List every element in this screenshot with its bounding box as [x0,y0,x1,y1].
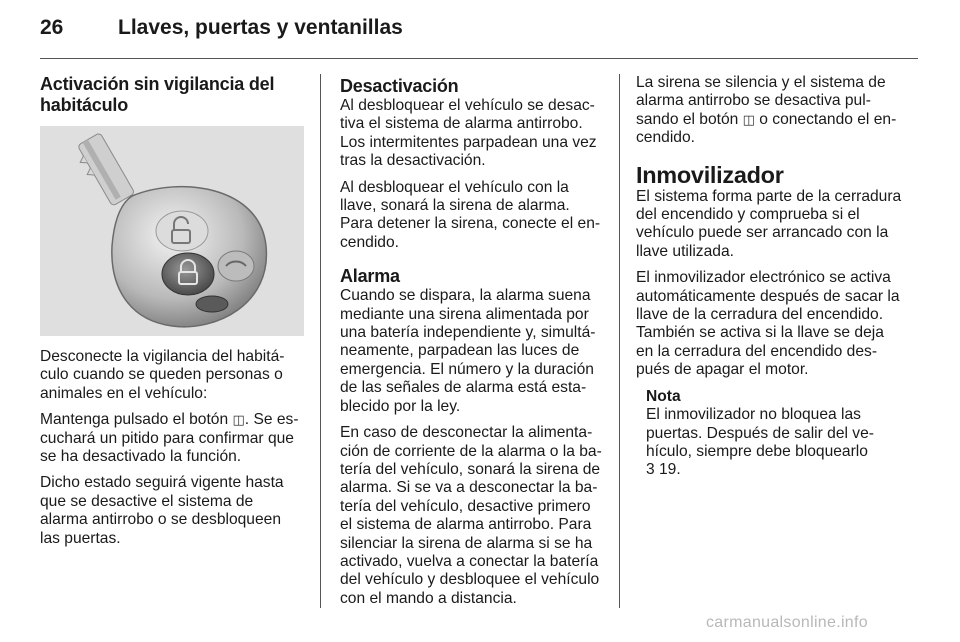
paragraph-sirena [636,74,904,148]
paragraph-dicho-estado: Dicho estado seguirá vigente hasta que se desactive el sistema de alarma antirrobo o se desbloqueen las puertas. [40,474,284,547]
column-divider-2 [619,74,620,608]
note-text: El inmovilizador no bloquea las puertas. Después de salir del vehículo, siempre debe bloquearlo [646,406,874,460]
remote-key-illustration [40,126,304,336]
note-title: Nota [646,387,681,405]
column-3 [636,74,904,480]
note-page-reference: 3 19. [646,461,681,479]
paragraph-alarma-1: Cuando se dispara, la alarma suena mediante una sirena alimentada por una batería independiente y, simultáneamente, parpadean las luces de emergencia. El número y la duración de las señales de alarma está establecido por la ley. [340,287,596,415]
column-2 [340,76,604,616]
paragraph-desactivacion-2: Al desbloquear el vehículo con la llave, sonará la sirena de alarma. Para detener la sirena, conecte el encendido. [340,178,601,251]
paragraph-desactivacion-1: Al desbloquear el vehículo se desactiva el sistema de alarma antirrobo. Los intermitentes parpadean una vez tras la desactivación. [340,97,597,170]
column-1 [40,74,304,556]
paragraph-alarma-2: En caso de desconectar la alimentación de corriente de la alarma o la batería del vehículo, sonará la sirena de alarma. Si se va a desconectar la batería del vehículo, desactive primero el sistema de alarma antirrobo. Para silenciar la sirena de alarma si se ha activado, vuelva a conectar la batería del vehículo y desbloquee el vehículo con el mando a distancia. [340,424,602,607]
watermark: carmanualsonline.info [706,614,868,631]
chapter-title: Llaves, puertas y ventanillas [118,16,403,39]
section-heading-alarma: Alarma [340,266,400,287]
note-box [646,388,904,480]
paragraph-inmovilizador-1: El sistema forma parte de la cerradura del encendido y comprueba si el vehículo puede ser arrancado con la llave utilizada. [636,187,902,260]
text-fragment: La sirena se silencia y el sistema de alarma antirrobo se desactiva pulsando el botón [636,74,886,128]
text-fragment: . Se escuchará un pitido para confirmar que se ha desactivado la función. [40,411,299,466]
paragraph-mantenga [40,411,304,466]
page-number: 26 [40,16,64,39]
section-heading-inmovilizador: Inmovilizador [636,161,784,188]
text-fragment: Mantenga pulsado el botón [40,411,233,429]
section-heading-desactivacion: Desactivación [340,76,459,96]
paragraph-desconecte: Desconecte la vigilancia del habitáculo cuando se queden personas o animales en el vehículo: [40,348,285,402]
text-fragment: o conectando el encendido. [636,110,897,147]
lock-button-icon: ◫ [232,412,245,428]
paragraph-inmovilizador-2: El inmovilizador electrónico se activa automáticamente después de sacar la llave de la cerradura del encendido. También se activa si la llave se deja en la cerradura del encendido después de apagar el motor. [636,269,900,379]
unlock-icon: ◫ [742,111,755,127]
header-divider [40,58,918,59]
remote-key-icon [40,126,304,336]
column-divider-1 [320,74,321,608]
section-heading-activacion: Activación sin vigilancia del habitáculo [40,74,275,115]
page-header [40,16,920,56]
